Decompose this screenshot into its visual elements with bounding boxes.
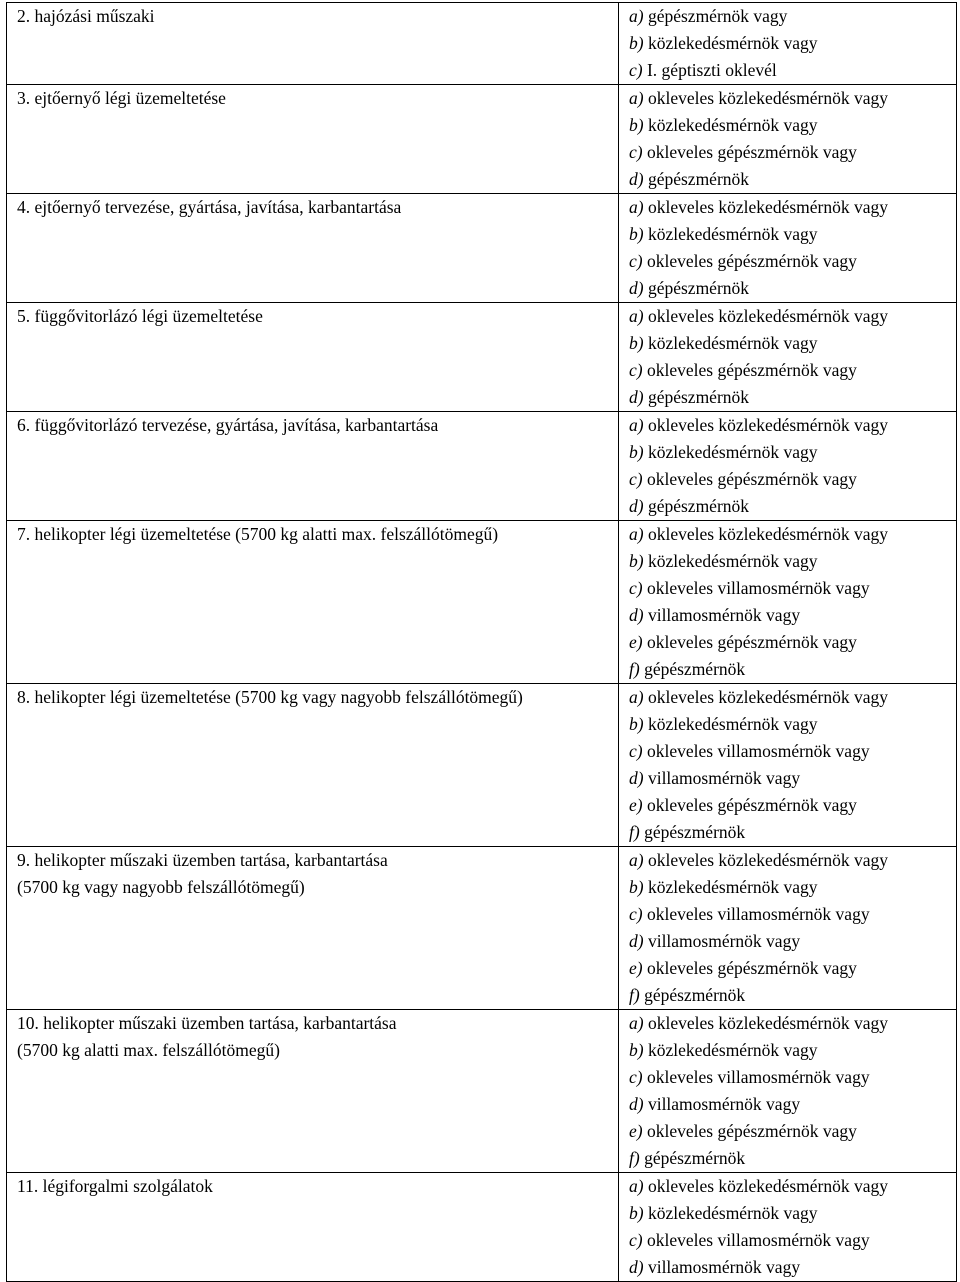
table-row [7,1010,957,1173]
option-text: közlekedésmérnök vagy [647,333,818,353]
qualification-option [629,357,956,384]
activity-cell [7,85,619,194]
option-letter: b) [629,551,644,571]
activity-text: (5700 kg vagy nagyobb felszállótömegű) [17,877,305,897]
option-text: I. géptiszti oklevél [646,60,777,80]
qualification-option [629,112,956,139]
qualification-option [629,711,956,738]
activity-cell [7,303,619,412]
option-text: okleveles villamosmérnök vagy [646,1230,870,1250]
option-letter: b) [629,877,644,897]
option-text: okleveles villamosmérnök vagy [646,741,870,761]
qualification-option [629,847,956,874]
qualification-option [629,819,956,846]
qualification-option [629,275,956,302]
option-letter: b) [629,33,644,53]
option-text: villamosmérnök vagy [647,605,801,625]
qualification-option [629,1254,956,1281]
option-letter: d) [629,1094,644,1114]
qualification-option [629,85,956,112]
option-letter: f) [629,822,640,842]
qualification-option [629,248,956,275]
qualification-table [6,2,957,1282]
option-text: közlekedésmérnök vagy [647,115,818,135]
option-letter: c) [629,251,643,271]
qualification-option [629,303,956,330]
option-letter: e) [629,632,643,652]
option-text: okleveles gépészmérnök vagy [646,958,857,978]
qualification-option [629,1064,956,1091]
option-letter: a) [629,524,644,544]
option-text: okleveles közlekedésmérnök vagy [647,88,889,108]
option-text: közlekedésmérnök vagy [647,1203,818,1223]
qualification-option [629,1010,956,1037]
option-text: gépészmérnök [647,496,750,516]
option-text: okleveles gépészmérnök vagy [646,632,857,652]
qualification-option [629,221,956,248]
option-letter: b) [629,115,644,135]
option-letter: b) [629,714,644,734]
option-text: okleveles közlekedésmérnök vagy [647,687,889,707]
option-letter: f) [629,1148,640,1168]
qualification-option [629,656,956,683]
qualification-cell [619,847,957,1010]
activity-cell [7,847,619,1010]
option-letter: c) [629,904,643,924]
qualification-cell [619,1010,957,1173]
activity-cell [7,1173,619,1282]
qualification-option [629,384,956,411]
option-letter: a) [629,687,644,707]
qualification-option [629,765,956,792]
option-text: okleveles közlekedésmérnök vagy [647,306,889,326]
option-letter: a) [629,850,644,870]
option-text: okleveles villamosmérnök vagy [646,1067,870,1087]
qualification-cell [619,3,957,85]
qualification-cell [619,1173,957,1282]
option-letter: b) [629,442,644,462]
option-letter: b) [629,1040,644,1060]
activity-text: 9. helikopter műszaki üzemben tartása, karbantartása [17,850,388,870]
qualification-option [629,1037,956,1064]
qualification-option [629,629,956,656]
option-text: villamosmérnök vagy [647,1094,801,1114]
activity-cell [7,521,619,684]
option-text: gépészmérnök [644,659,746,679]
option-text: gépészmérnök vagy [647,6,788,26]
option-letter: d) [629,931,644,951]
activity-text: 10. helikopter műszaki üzemben tartása, karbantartása [17,1013,397,1033]
qualification-option [629,548,956,575]
option-text: okleveles gépészmérnök vagy [646,142,857,162]
option-text: okleveles gépészmérnök vagy [646,469,857,489]
option-letter: c) [629,360,643,380]
option-letter: d) [629,387,644,407]
qualification-option [629,521,956,548]
option-text: okleveles közlekedésmérnök vagy [647,197,889,217]
table-row [7,3,957,85]
option-text: okleveles gépészmérnök vagy [646,1121,857,1141]
option-text: okleveles villamosmérnök vagy [646,904,870,924]
qualification-option [629,684,956,711]
qualification-option [629,3,956,30]
option-text: okleveles gépészmérnök vagy [646,360,857,380]
qualification-cell [619,412,957,521]
option-text: okleveles gépészmérnök vagy [646,795,857,815]
activity-cell [7,1010,619,1173]
table-row [7,412,957,521]
option-text: okleveles közlekedésmérnök vagy [647,850,889,870]
activity-cell [7,194,619,303]
qualification-option [629,738,956,765]
option-letter: c) [629,60,643,80]
activity-text: 5. függővitorlázó légi üzemeltetése [17,306,263,326]
qualification-option [629,901,956,928]
option-text: villamosmérnök vagy [647,931,801,951]
option-letter: b) [629,1203,644,1223]
qualification-cell [619,303,957,412]
option-text: gépészmérnök [644,822,746,842]
option-letter: e) [629,1121,643,1141]
option-letter: a) [629,6,644,26]
option-letter: d) [629,1257,644,1277]
option-text: gépészmérnök [644,1148,746,1168]
option-letter: d) [629,169,644,189]
option-letter: b) [629,224,644,244]
option-text: gépészmérnök [647,387,750,407]
qualification-option [629,139,956,166]
qualification-cell [619,85,957,194]
activity-cell [7,3,619,85]
qualification-option [629,439,956,466]
table-row [7,194,957,303]
option-letter: d) [629,278,644,298]
qualification-cell [619,194,957,303]
option-text: okleveles közlekedésmérnök vagy [647,524,889,544]
option-text: közlekedésmérnök vagy [647,877,818,897]
option-text: okleveles gépészmérnök vagy [646,251,857,271]
option-text: közlekedésmérnök vagy [647,442,818,462]
option-letter: d) [629,496,644,516]
qualification-option [629,166,956,193]
activity-cell [7,684,619,847]
option-text: villamosmérnök vagy [647,768,801,788]
qualification-option [629,1173,956,1200]
table-row [7,847,957,1010]
option-text: villamosmérnök vagy [647,1257,801,1277]
activity-text: 3. ejtőernyő légi üzemeltetése [17,88,226,108]
qualification-cell [619,521,957,684]
option-letter: c) [629,1230,643,1250]
table-row [7,684,957,847]
option-letter: a) [629,415,644,435]
option-letter: c) [629,469,643,489]
option-text: gépészmérnök [647,169,750,189]
qualification-option [629,955,956,982]
table-row [7,521,957,684]
option-text: okleveles villamosmérnök vagy [646,578,870,598]
option-text: okleveles közlekedésmérnök vagy [647,1176,889,1196]
option-text: gépészmérnök [647,278,750,298]
activity-text: 6. függővitorlázó tervezése, gyártása, javítása, karbantartása [17,415,439,435]
qualification-option [629,1145,956,1172]
option-letter: c) [629,578,643,598]
option-text: közlekedésmérnök vagy [647,33,818,53]
option-letter: f) [629,985,640,1005]
qualification-option [629,575,956,602]
qualification-option [629,792,956,819]
option-text: közlekedésmérnök vagy [647,1040,818,1060]
qualification-option [629,874,956,901]
option-letter: e) [629,795,643,815]
option-letter: b) [629,333,644,353]
qualification-option [629,194,956,221]
activity-text: 2. hajózási műszaki [17,6,155,26]
qualification-option [629,493,956,520]
qualification-option [629,982,956,1009]
qualification-option [629,57,956,84]
option-letter: a) [629,1013,644,1033]
qualification-cell [619,684,957,847]
qualification-option [629,30,956,57]
option-letter: c) [629,741,643,761]
table-row [7,303,957,412]
qualification-option [629,1118,956,1145]
option-text: közlekedésmérnök vagy [647,714,818,734]
option-letter: a) [629,1176,644,1196]
option-letter: c) [629,142,643,162]
qualification-option [629,466,956,493]
option-text: közlekedésmérnök vagy [647,224,818,244]
activity-text: 4. ejtőernyő tervezése, gyártása, javítása, karbantartása [17,197,402,217]
table-row [7,85,957,194]
option-letter: c) [629,1067,643,1087]
activity-cell [7,412,619,521]
activity-text: 7. helikopter légi üzemeltetése (5700 kg alatti max. felszállótömegű) [17,524,499,544]
option-letter: a) [629,88,644,108]
activity-text: (5700 kg alatti max. felszállótömegű) [17,1040,280,1060]
option-letter: d) [629,768,644,788]
qualification-option [629,1091,956,1118]
option-letter: e) [629,958,643,978]
option-text: okleveles közlekedésmérnök vagy [647,1013,889,1033]
qualification-option [629,1200,956,1227]
activity-text: 11. légiforgalmi szolgálatok [17,1176,213,1196]
qualification-option [629,412,956,439]
activity-text: 8. helikopter légi üzemeltetése (5700 kg vagy nagyobb felszállótömegű) [17,687,523,707]
option-text: okleveles közlekedésmérnök vagy [647,415,889,435]
qualification-option [629,330,956,357]
table-row [7,1173,957,1282]
option-text: közlekedésmérnök vagy [647,551,818,571]
option-letter: d) [629,605,644,625]
qualification-option [629,1227,956,1254]
option-letter: a) [629,197,644,217]
qualification-option [629,602,956,629]
qualification-option [629,928,956,955]
option-letter: f) [629,659,640,679]
qualification-table-body [7,3,957,1282]
option-text: gépészmérnök [644,985,746,1005]
option-letter: a) [629,306,644,326]
